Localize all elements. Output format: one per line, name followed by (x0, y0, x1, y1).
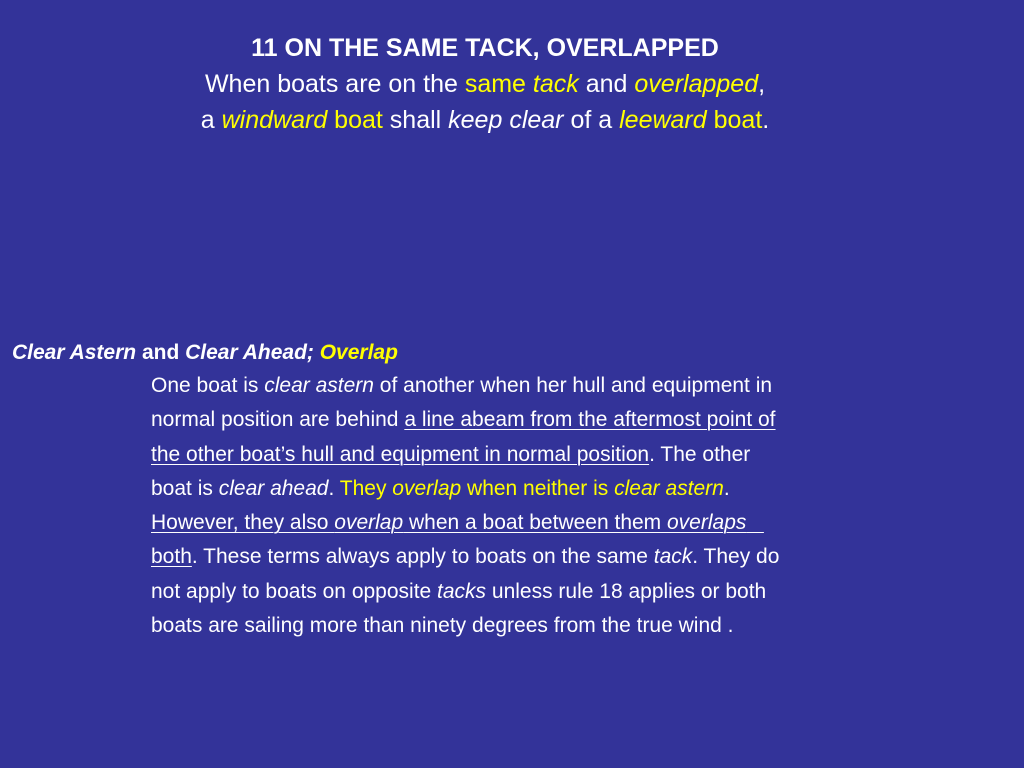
text-segment: shall (382, 106, 449, 134)
term-same: same (464, 70, 526, 98)
heading-overlap: Overlap (313, 341, 398, 364)
text-segment: . (723, 476, 730, 500)
heading-clear-astern: Clear Astern (12, 341, 137, 364)
text-segment: normal position are behind (151, 408, 405, 432)
text-segment: boat is (151, 476, 219, 500)
text-segment: a (200, 106, 222, 134)
text-segment: . (328, 476, 340, 500)
term-overlap: overlap (392, 476, 462, 500)
text-segment: and (578, 70, 635, 98)
term-boat: boat (706, 106, 763, 134)
term-clear-astern: clear astern (264, 374, 374, 397)
definition-line (151, 506, 1021, 540)
term-boat: boat (327, 106, 383, 134)
definition-line (151, 575, 1021, 609)
rule-11-block (20, 30, 950, 138)
underlined-phrase: However, they also (151, 511, 335, 535)
term-windward: windward (221, 106, 328, 134)
heading-clear-ahead: Clear Ahead; (185, 341, 314, 364)
definition-heading (12, 338, 398, 368)
definition-line (151, 403, 1021, 437)
definition-line (151, 472, 1021, 506)
overlap-definition-segment: They (339, 476, 393, 500)
term-clear-ahead: clear ahead (218, 476, 329, 500)
term-overlap: overlap (334, 511, 404, 535)
text-segment: boats are sailing more than ninety degrees from the true wind . (151, 614, 734, 638)
text-segment: not apply to boats on opposite (151, 579, 438, 603)
definition-line (151, 369, 1021, 403)
underlined-spacer (746, 511, 764, 534)
heading-and: and (136, 341, 186, 364)
text-segment: When boats are on the (204, 70, 465, 98)
term-clear-astern: clear astern (614, 476, 724, 500)
definition-line (151, 438, 1021, 472)
rule-title: 11 ON THE SAME TACK, OVERLAPPED (251, 34, 719, 62)
text-segment: . (762, 106, 770, 134)
text-segment: of another when her hull and equipment in (373, 374, 773, 397)
underlined-phrase: a line abeam from the aftermost point of (404, 408, 776, 432)
underlined-phrase: when a boat between them (403, 511, 667, 535)
term-tack: tack (653, 545, 693, 569)
underlined-phrase: both (151, 545, 192, 569)
term-tacks: tacks (437, 579, 487, 603)
definition-line (151, 609, 1021, 643)
term-overlaps: overlaps (667, 511, 747, 535)
text-segment: . These terms always apply to boats on the same (191, 545, 654, 569)
text-segment: , (758, 70, 766, 98)
term-overlapped: overlapped (634, 70, 759, 98)
definition-body (151, 369, 1021, 643)
overlap-definition-segment: when neither is (461, 476, 615, 500)
term-keep-clear: keep clear (448, 106, 564, 134)
term-tack: tack (532, 70, 579, 98)
text-segment: . The other (649, 442, 751, 466)
text-segment: . They do (692, 545, 780, 569)
definition-line (151, 540, 1021, 574)
term-leeward: leeward (619, 106, 707, 134)
text-segment: One boat is (151, 374, 265, 397)
text-segment: of a (563, 106, 620, 134)
rule-text-line-1 (20, 66, 950, 102)
text-segment: unless rule 18 applies or both (486, 579, 767, 603)
underlined-phrase: the other boat’s hull and equipment in normal position (151, 442, 650, 466)
rule-text-line-2 (20, 102, 950, 138)
